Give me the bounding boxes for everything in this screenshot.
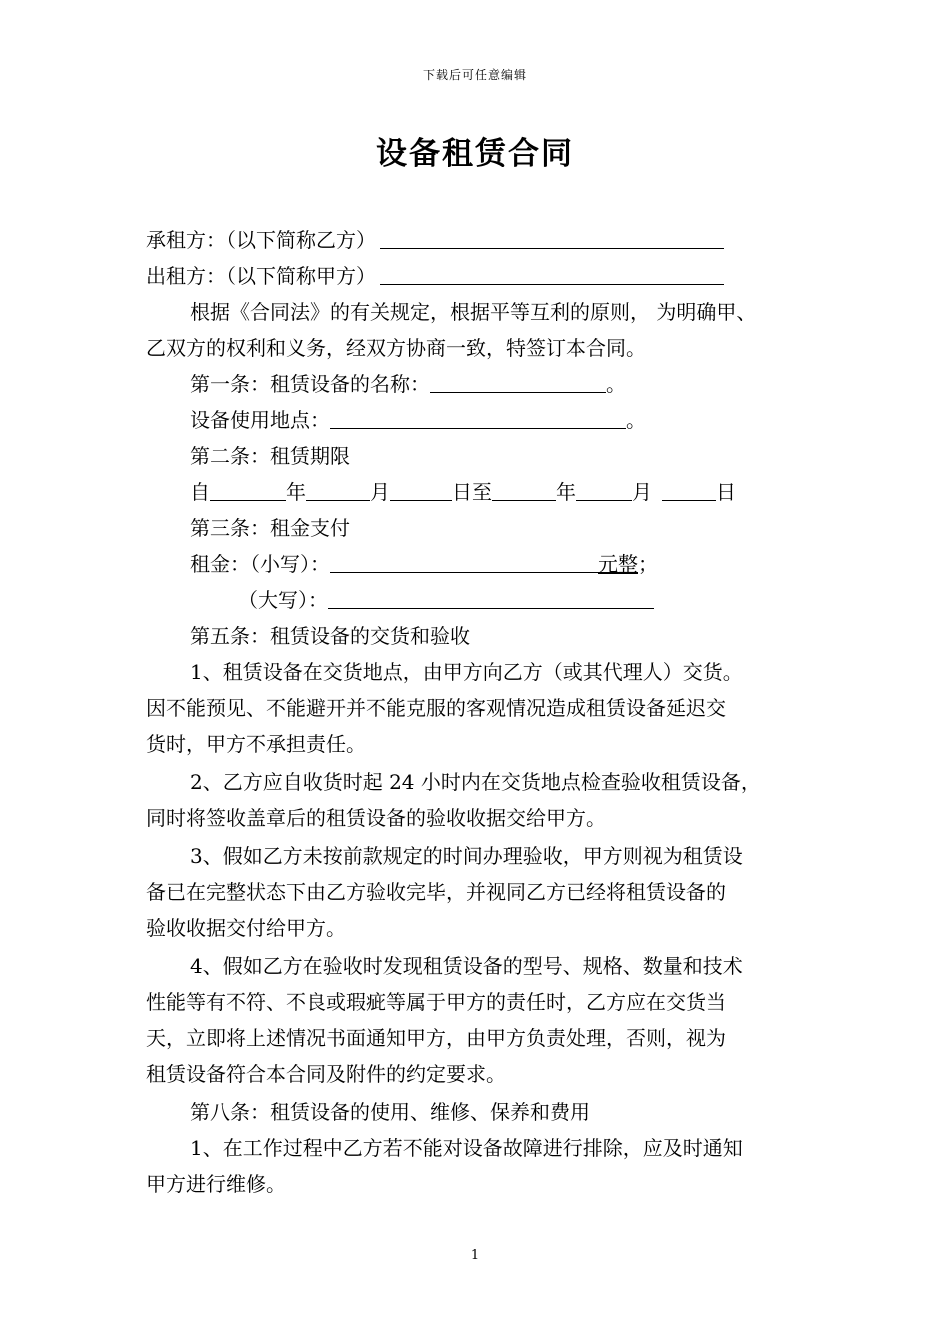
rent-small-blank	[330, 548, 598, 573]
article-5-p1-line-2: 因不能预见、不能避开并不能克服的客观情况造成租赁设备延迟交	[146, 696, 726, 720]
lessor-blank	[380, 260, 724, 285]
article-5-p3-line-2: 备已在完整状态下由乙方验收完毕，并视同乙方已经将租赁设备的	[146, 880, 726, 904]
period: 。	[626, 408, 646, 432]
document-title: 设备租赁合同	[376, 136, 574, 172]
from-label: 自	[190, 480, 210, 504]
end-day-blank	[662, 476, 716, 501]
end-year-blank	[492, 476, 556, 501]
rent-small-line	[190, 546, 658, 582]
semicolon: ；	[638, 552, 658, 576]
article-5-p2-line-2: 同时将签收盖章后的租赁设备的验收收据交给甲方。	[146, 806, 606, 830]
equipment-name-line	[190, 366, 626, 402]
article-5-p4-line-3: 天，立即将上述情况书面通知甲方，由甲方负责处理，否则，视为	[146, 1026, 726, 1050]
article-8-heading: 第八条：租赁设备的使用、维修、保养和费用	[190, 1100, 590, 1124]
month-label: 月	[632, 480, 652, 504]
lessor-line	[146, 258, 724, 294]
rent-big-blank	[328, 584, 654, 609]
article-5-p3-line-1: 3、假如乙方未按前款规定的时间办理验收，甲方则视为租赁设	[190, 844, 743, 868]
yuan-label: 元整	[598, 552, 638, 576]
article-5-p1-line-1: 1、租赁设备在交货地点，由甲方向乙方（或其代理人）交货。	[190, 660, 743, 684]
lessee-blank	[380, 224, 724, 249]
start-year-blank	[210, 476, 286, 501]
intro-line-2: 乙双方的权利和义务，经双方协商一致，特签订本合同。	[146, 336, 646, 360]
equipment-name-label: 第一条：租赁设备的名称：	[190, 372, 430, 396]
header-note: 下载后可任意编辑	[422, 68, 527, 82]
rent-big-line	[238, 582, 654, 618]
article-5-p4-line-2: 性能等有不符、不良或瑕疵等属于甲方的责任时，乙方应在交货当	[146, 990, 726, 1014]
rent-small-label: 租金：（小写）：	[190, 552, 330, 576]
equipment-name-blank	[430, 368, 606, 393]
article-5-p3-line-3: 验收收据交付给甲方。	[146, 916, 346, 940]
end-month-blank	[576, 476, 632, 501]
lessor-label: 出租方：（以下简称甲方）	[146, 264, 376, 288]
article-8-p1-line-1: 1、在工作过程中乙方若不能对设备故障进行排除，应及时通知	[190, 1136, 743, 1160]
location-label: 设备使用地点：	[190, 408, 330, 432]
year-label: 年	[556, 480, 576, 504]
article-8-p1-line-2: 甲方进行维修。	[146, 1172, 286, 1196]
day-to-label: 日至	[452, 480, 492, 504]
period: 。	[606, 372, 626, 396]
location-line	[190, 402, 646, 438]
lease-period-line	[190, 474, 736, 510]
month-label: 月	[370, 480, 390, 504]
year-label: 年	[286, 480, 306, 504]
article-5-p1-line-3: 货时，甲方不承担责任。	[146, 732, 366, 756]
rent-big-label: （大写）：	[238, 588, 328, 612]
start-month-blank	[306, 476, 370, 501]
lessee-label: 承租方：（以下简称乙方）	[146, 228, 376, 252]
article-5-heading: 第五条：租赁设备的交货和验收	[190, 624, 470, 648]
article-3-heading: 第三条：租金支付	[190, 516, 350, 540]
article-2-heading: 第二条：租赁期限	[190, 444, 350, 468]
page-number: 1	[470, 1248, 480, 1263]
article-5-p4-line-4: 租赁设备符合本合同及附件的约定要求。	[146, 1062, 506, 1086]
article-5-p4-line-1: 4、假如乙方在验收时发现租赁设备的型号、规格、数量和技术	[190, 954, 743, 978]
location-blank	[330, 404, 626, 429]
start-day-blank	[390, 476, 452, 501]
day-label: 日	[716, 480, 736, 504]
lessee-line	[146, 222, 724, 258]
intro-line-1: 根据《合同法》的有关规定，根据平等互利的原则， 为明确甲、	[190, 300, 757, 324]
article-5-p2-line-1: 2、乙方应自收货时起 24 小时内在交货地点检查验收租赁设备，	[190, 770, 761, 794]
